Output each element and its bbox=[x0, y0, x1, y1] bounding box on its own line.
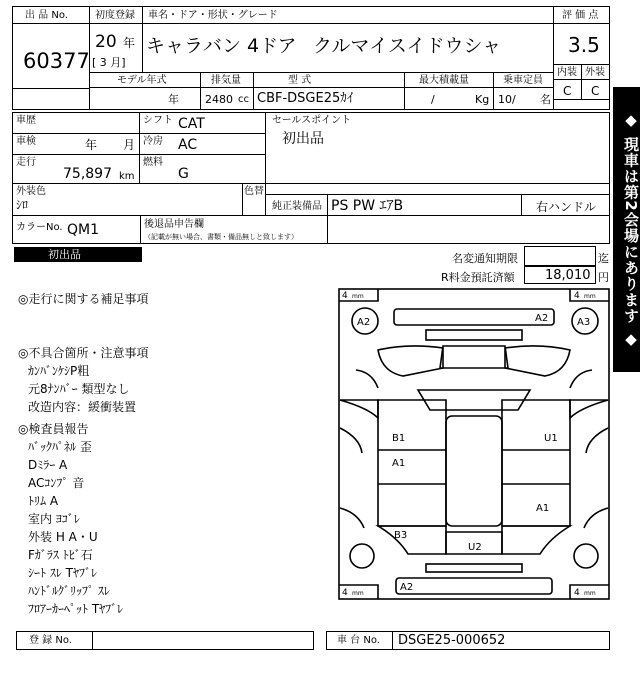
inspector-item: Dﾐﾗｰ A bbox=[28, 458, 68, 472]
aftermarket-value-cell bbox=[327, 215, 610, 244]
interior-grade: C bbox=[563, 84, 572, 98]
right-fender-outline bbox=[570, 400, 608, 418]
color-no-cell bbox=[12, 215, 141, 244]
inspector-item: ﾌﾛｱｰｶｰﾍﾟｯﾄ Tﾔﾌﾞﾚ bbox=[28, 602, 124, 616]
mileage-label: 走行 bbox=[16, 157, 36, 168]
inspector-item: 室内 ﾖｺﾞﾚ bbox=[28, 512, 80, 526]
sales-point-value: 初出品 bbox=[282, 131, 324, 147]
car-damage-diagram bbox=[338, 288, 610, 600]
lot-number: 60377 bbox=[23, 49, 90, 73]
displacement-value: 2480 bbox=[205, 93, 233, 106]
rear-garnish bbox=[426, 564, 522, 572]
front-grille bbox=[426, 330, 522, 340]
inspector-item: ﾄﾘﾑ A bbox=[28, 494, 59, 508]
notes-section bbox=[18, 290, 328, 618]
history-label: 車歴 bbox=[16, 115, 36, 126]
sales-point-cell bbox=[265, 112, 610, 184]
damage-mark-u1: U1 bbox=[544, 433, 558, 444]
steering-cell bbox=[521, 194, 610, 216]
chassis-label-cell bbox=[326, 631, 393, 650]
aftermarket-note: （記載が無い場合、書類・備品無しと致します） bbox=[144, 233, 298, 241]
corner-tr-label: 4 bbox=[574, 291, 580, 301]
score-value-cell bbox=[553, 23, 610, 65]
corner-bl-label: 4 bbox=[342, 588, 348, 598]
capacity-unit: 名 bbox=[540, 93, 551, 106]
first-reg-label: 初度登録 bbox=[95, 10, 135, 21]
left-side-body bbox=[378, 400, 446, 526]
first-reg-label-cell bbox=[89, 6, 143, 24]
damage-mark-b3: B3 bbox=[394, 530, 408, 541]
damage-mark-u2: U2 bbox=[468, 542, 482, 553]
displacement-label-cell bbox=[200, 72, 254, 88]
wheel-rear-left bbox=[350, 544, 374, 568]
car-info-label: 車名・ドア・形状・グレード bbox=[148, 10, 278, 21]
capacity-value-cell bbox=[493, 87, 554, 110]
inspector-item: ｼｰﾄ ｽﾚ Tﾔﾌﾞﾚ bbox=[28, 566, 97, 580]
name-change-suffix: 迄 bbox=[598, 252, 609, 265]
damage-mark-a1-left: A1 bbox=[392, 458, 406, 469]
left-side-line bbox=[340, 428, 362, 453]
right-side-line bbox=[586, 428, 608, 453]
steering-value: 右ハンドル bbox=[536, 200, 597, 214]
rear-bumper bbox=[396, 578, 552, 594]
equipment-value: PS PW ｴｱB bbox=[331, 198, 404, 214]
damage-mark-b1: B1 bbox=[392, 433, 406, 444]
max-load-label: 最大積載量 bbox=[419, 75, 469, 86]
model-year-label-cell bbox=[89, 72, 201, 88]
ac-value: AC bbox=[178, 137, 198, 153]
first-listing-text: 初出品 bbox=[48, 248, 81, 261]
exterior-grade: C bbox=[591, 84, 600, 98]
inspector-item: Fｶﾞﾗｽ ﾄﾋﾞ石 bbox=[28, 548, 93, 562]
front-right-panel bbox=[505, 346, 570, 376]
first-reg-year-unit: 年 bbox=[123, 36, 136, 50]
name-change-box bbox=[524, 246, 596, 266]
chassis-label: 車 台 No. bbox=[337, 635, 380, 646]
front-left-panel bbox=[378, 346, 443, 376]
color-no-label: カラーNo. bbox=[16, 222, 63, 233]
corner-tr-unit: mm bbox=[584, 293, 596, 300]
interior-label: 内装 bbox=[557, 67, 577, 78]
ac-cell bbox=[139, 133, 266, 155]
fuel-cell bbox=[139, 154, 266, 184]
displacement-value-cell bbox=[200, 87, 254, 110]
score-label: 評 価 点 bbox=[562, 10, 599, 21]
roof bbox=[446, 416, 502, 526]
interior-label-cell bbox=[553, 64, 582, 80]
capacity-label-cell bbox=[493, 72, 554, 88]
right-rear-line bbox=[584, 508, 608, 528]
mileage-value: 75,897 bbox=[63, 166, 112, 182]
name-change-label: 名変通知期限 bbox=[452, 252, 518, 265]
inspection-label: 車検 bbox=[16, 136, 36, 147]
capacity-label: 乗車定員 bbox=[503, 75, 543, 86]
interior-grade-cell bbox=[553, 79, 582, 100]
model-type-label-cell bbox=[253, 72, 405, 88]
inspection-year-unit: 年 bbox=[85, 138, 98, 152]
first-reg-value-cell bbox=[89, 23, 143, 73]
recycle-unit: 円 bbox=[598, 271, 609, 284]
repaint-label: 色替 bbox=[244, 186, 264, 197]
car-name-cell bbox=[142, 23, 554, 73]
max-load-value: / bbox=[431, 93, 435, 106]
damage-mark-a2-wheel: A2 bbox=[357, 317, 371, 328]
equipment-label-cell bbox=[265, 194, 328, 216]
defects-title: ◎不具合箇所・注意事項 bbox=[18, 346, 149, 360]
mileage-cell bbox=[12, 154, 140, 184]
fuel-value: G bbox=[178, 166, 189, 182]
model-type-value: CBF-DSGE25ｶｲ bbox=[257, 91, 354, 106]
defect-item: 改造内容：緩衝装置 bbox=[28, 400, 137, 414]
corner-bl-unit: mm bbox=[352, 590, 364, 597]
inspector-item: 外装 H A・U bbox=[28, 530, 98, 544]
repaint-cell bbox=[242, 183, 266, 216]
inspector-item: ﾊﾝﾄﾞﾙｸﾞﾘｯﾌﾟ ｽﾚ bbox=[28, 584, 110, 598]
first-listing-banner bbox=[14, 247, 142, 262]
exterior-grade-cell bbox=[581, 79, 610, 100]
reg-no-label-cell bbox=[16, 631, 93, 650]
equipment-label: 純正装備品 bbox=[272, 201, 322, 212]
max-load-unit: Kg bbox=[475, 93, 490, 106]
ext-color-value: ｼﾛ bbox=[16, 198, 29, 212]
left-fender-outline bbox=[340, 400, 378, 418]
ac-label: 冷房 bbox=[143, 136, 163, 147]
corner-tl-unit: mm bbox=[352, 293, 364, 300]
chassis-value: DSGE25-000652 bbox=[398, 633, 506, 648]
color-no-value: QM1 bbox=[67, 222, 100, 238]
front-bumper bbox=[394, 309, 554, 325]
aftermarket-label: 後退品申告欄 bbox=[144, 219, 204, 230]
wheel-rear-right bbox=[574, 544, 598, 568]
model-type-value-cell bbox=[253, 87, 405, 110]
inspection-month-unit: 月 bbox=[123, 138, 136, 152]
displacement-unit: cc bbox=[238, 94, 249, 105]
sales-point-label: セールスポイント bbox=[272, 115, 352, 126]
first-reg-year: 20 bbox=[95, 32, 117, 52]
shift-cell bbox=[139, 112, 266, 134]
inspector-report-title: ◎検査員報告 bbox=[18, 422, 89, 436]
ext-color-label: 外装色 bbox=[16, 186, 46, 197]
equipment-value-cell bbox=[327, 194, 522, 216]
inspector-item: ﾊﾞｯｸﾊﾟﾈﾙ 歪 bbox=[28, 440, 92, 454]
shift-value: CAT bbox=[178, 116, 205, 132]
damage-mark-a1-right: A1 bbox=[536, 503, 550, 514]
max-load-value-cell bbox=[404, 87, 494, 110]
car-name: キャラバン 4ドア bbox=[146, 35, 297, 57]
recycle-label: R料金預託済額 bbox=[441, 271, 515, 284]
reg-no-value-cell bbox=[92, 631, 314, 650]
car-info-label-cell bbox=[142, 6, 554, 24]
mirror-right bbox=[570, 370, 592, 388]
model-year-value-cell bbox=[89, 87, 201, 110]
ext-color-cell bbox=[12, 183, 266, 216]
exterior-label-cell bbox=[581, 64, 610, 80]
inspector-item: ACｺﾝﾌﾟ 音 bbox=[28, 476, 85, 490]
model-year-label: モデル年式 bbox=[117, 75, 167, 86]
max-load-label-cell bbox=[404, 72, 494, 88]
capacity-value: 10/ bbox=[498, 93, 516, 106]
inspection-cell bbox=[12, 133, 140, 155]
exterior-label: 外装 bbox=[585, 67, 605, 78]
lot-number-cell bbox=[12, 23, 90, 89]
driving-notes-title: ◎走行に関する補足事項 bbox=[18, 292, 149, 306]
reg-no-label: 登 録 No. bbox=[29, 635, 72, 646]
displacement-label: 排気量 bbox=[211, 75, 241, 86]
corner-br-label: 4 bbox=[574, 588, 580, 598]
damage-mark-a2-rear: A2 bbox=[400, 582, 414, 593]
lot-label-cell bbox=[12, 6, 90, 24]
fuel-label: 燃料 bbox=[143, 157, 163, 168]
corner-br-unit: mm bbox=[584, 590, 596, 597]
damage-mark-a2-front: A2 bbox=[535, 313, 549, 324]
chassis-value-cell bbox=[392, 631, 610, 650]
rear-left-panel bbox=[378, 526, 446, 554]
side-banner: ◆ 現車は第2会場にあります ◆ bbox=[613, 87, 640, 372]
score-label-cell bbox=[553, 6, 610, 24]
defect-item: 元8ﾅﾝﾊﾞｰ 類型なし bbox=[28, 382, 130, 396]
rear-right-panel bbox=[502, 526, 570, 554]
first-reg-month: [ 3 月] bbox=[92, 56, 126, 69]
score-value: 3.5 bbox=[568, 33, 600, 57]
mirror-left bbox=[356, 370, 378, 388]
car-grade: クルマイスイドウシャ bbox=[313, 35, 502, 57]
shift-label: シフト bbox=[143, 115, 173, 126]
history-cell bbox=[12, 112, 140, 134]
aftermarket-cell bbox=[140, 215, 328, 244]
lot-label: 出 品 No. bbox=[25, 10, 68, 21]
recycle-amount: 18,010 bbox=[545, 268, 591, 283]
defect-item: ｶﾝﾊﾞﾝｹｼP粗 bbox=[28, 364, 90, 378]
mileage-unit: km bbox=[119, 171, 135, 182]
hood bbox=[440, 346, 508, 368]
model-type-label: 型 式 bbox=[288, 75, 312, 86]
model-year-unit: 年 bbox=[168, 93, 179, 106]
left-rear-line bbox=[340, 508, 364, 528]
damage-mark-a3: A3 bbox=[577, 317, 591, 328]
corner-tl-label: 4 bbox=[342, 291, 348, 301]
